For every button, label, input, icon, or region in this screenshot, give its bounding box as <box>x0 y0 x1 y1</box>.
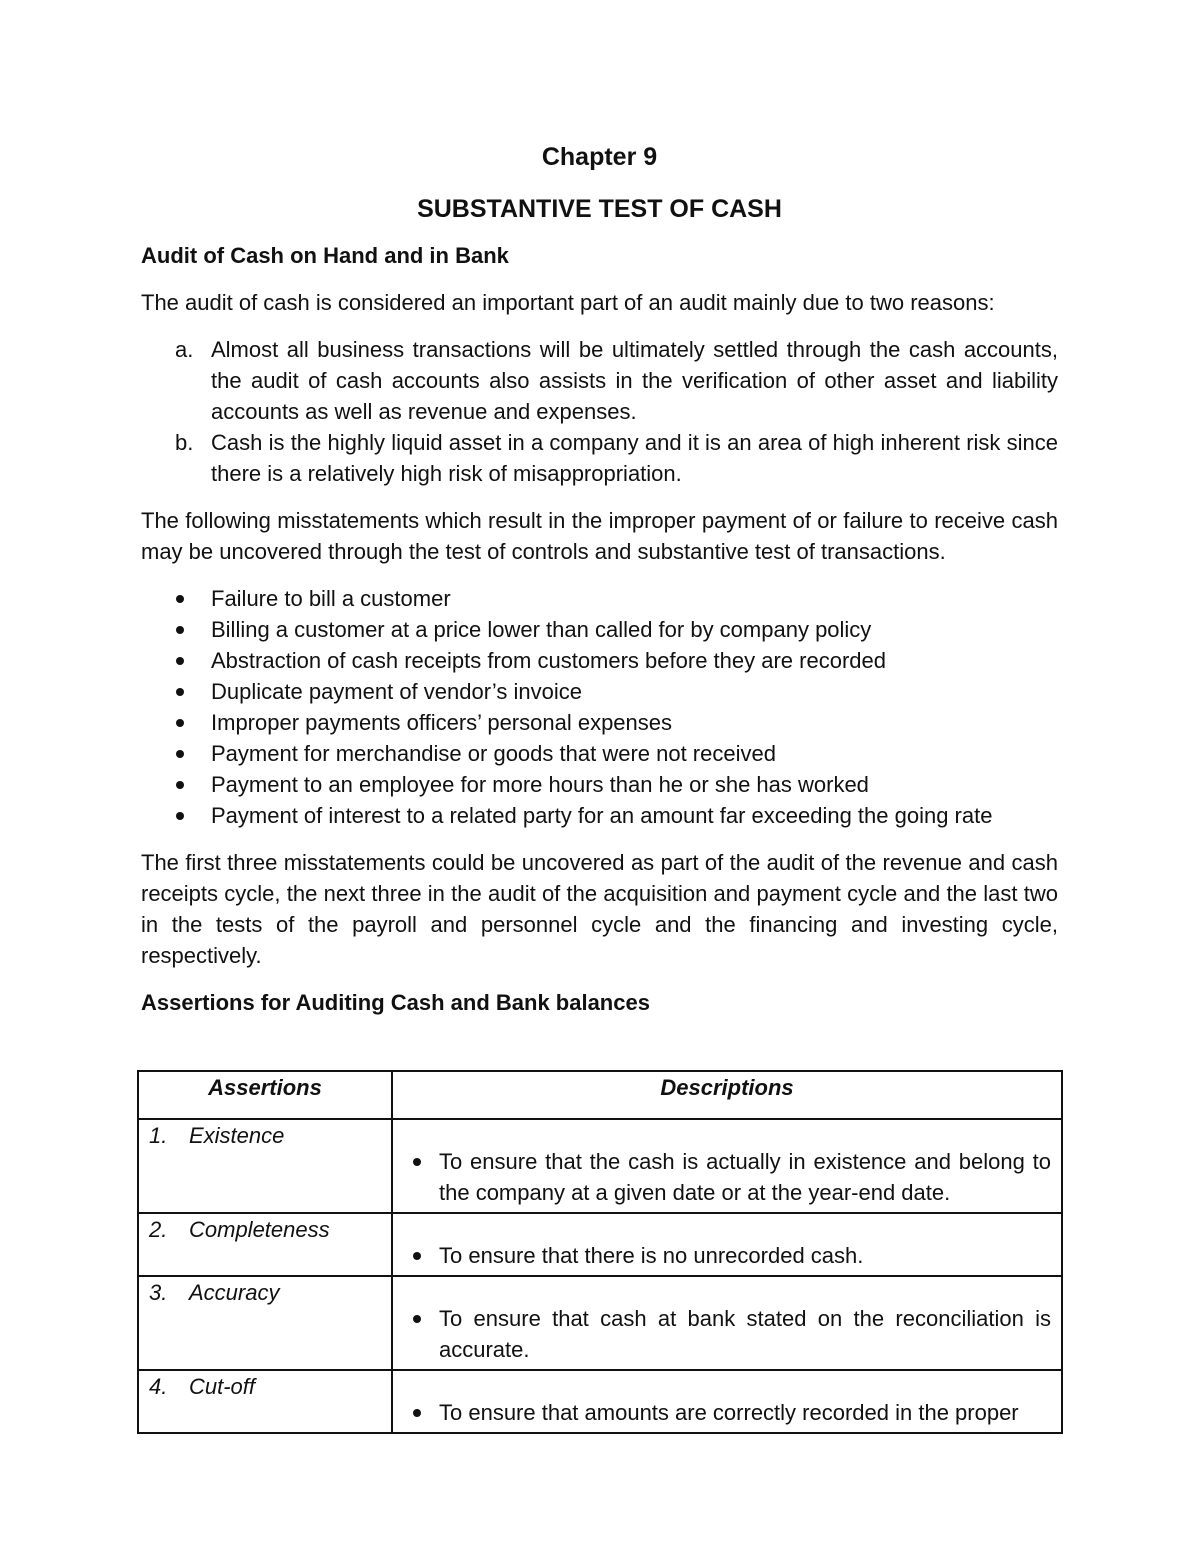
assertion-name: Completeness <box>189 1217 330 1242</box>
list-item-text: Payment for merchandise or goods that were not received <box>211 741 776 766</box>
assertion-number: 3. <box>149 1280 168 1305</box>
section-heading-audit-cash: Audit of Cash on Hand and in Bank <box>141 243 509 268</box>
bullet-icon <box>176 719 184 727</box>
list-item <box>141 676 1058 707</box>
assertions-table <box>137 1070 1063 1434</box>
description-cell <box>392 1276 1062 1370</box>
list-item-text: Improper payments officers’ personal expenses <box>211 710 673 735</box>
assertion-cell <box>138 1370 392 1433</box>
list-item-text: Billing a customer at a price lower than called for by company policy <box>211 617 872 642</box>
assertion-cell <box>138 1276 392 1370</box>
misstatements-paragraph: The following misstatements which result in the improper payment of or failure to receive cash may be uncovered through the test of controls and substantive test of transactions. <box>141 508 1058 564</box>
list-item-text: Duplicate payment of vendor’s invoice <box>211 679 582 704</box>
header-assertions: Assertions <box>138 1071 392 1119</box>
bullet-icon <box>176 812 184 820</box>
reasons-list <box>141 334 1058 489</box>
list-item <box>141 583 1058 614</box>
header-descriptions: Descriptions <box>392 1071 1062 1119</box>
table-row <box>138 1213 1062 1276</box>
assertion-number: 2. <box>149 1217 168 1242</box>
list-item-text: Payment of interest to a related party for an amount far exceeding the going rate <box>211 803 993 828</box>
chapter-label: Chapter 9 <box>541 143 658 171</box>
reason-item <box>141 427 1058 489</box>
description-cell <box>392 1370 1062 1433</box>
bullet-icon <box>413 1315 421 1323</box>
description-cell <box>392 1119 1062 1213</box>
list-item <box>141 800 1058 831</box>
description-text: To ensure that amounts are correctly recorded in the proper <box>439 1400 1019 1425</box>
bullet-icon <box>176 781 184 789</box>
assertion-cell <box>138 1213 392 1276</box>
bullet-icon <box>413 1158 421 1166</box>
intro-paragraph: The audit of cash is considered an important part of an audit mainly due to two reasons: <box>141 290 995 315</box>
bullet-icon <box>176 657 184 665</box>
reason-marker: b. <box>175 430 194 455</box>
assertion-name: Cut-off <box>189 1374 256 1399</box>
bullet-icon <box>176 750 184 758</box>
list-item <box>141 645 1058 676</box>
bullet-icon <box>413 1252 421 1260</box>
table-row <box>138 1370 1062 1433</box>
cycles-paragraph: The first three misstatements could be uncovered as part of the audit of the revenue and cash receipts cycle, the next three in the audit of the acquisition and payment cycle and the last two in the tests of the payroll and personnel cycle and the financing and investing cycle, respectively. <box>141 850 1058 968</box>
description-text: To ensure that there is no unrecorded cash. <box>439 1243 864 1268</box>
description-cell <box>392 1213 1062 1276</box>
list-item <box>141 738 1058 769</box>
reason-text: Almost all business transactions will be ultimately settled through the cash accounts, the audit of cash accounts also assists in the verification of other asset and liability accounts as well as revenue and expenses. <box>211 337 1058 424</box>
list-item <box>141 769 1058 800</box>
assertion-name: Existence <box>189 1123 285 1148</box>
table-header-row <box>138 1071 1062 1119</box>
assertion-number: 1. <box>149 1123 168 1148</box>
assertion-name: Accuracy <box>189 1280 280 1305</box>
list-item-text: Payment to an employee for more hours than he or she has worked <box>211 772 869 797</box>
section-heading-assertions: Assertions for Auditing Cash and Bank balances <box>141 990 650 1015</box>
reason-marker: a. <box>175 337 194 362</box>
table-row <box>138 1119 1062 1213</box>
description-item <box>403 1303 1051 1365</box>
bullet-icon <box>176 595 184 603</box>
description-item <box>403 1397 1051 1428</box>
bullet-icon <box>176 626 184 634</box>
list-item <box>141 614 1058 645</box>
description-item <box>403 1240 1051 1271</box>
list-item-text: Abstraction of cash receipts from customers before they are recorded <box>211 648 886 673</box>
page-title: SUBSTANTIVE TEST OF CASH <box>417 195 782 223</box>
description-item <box>403 1146 1051 1208</box>
bullet-icon <box>413 1409 421 1417</box>
description-text: To ensure that cash at bank stated on the reconciliation is accurate. <box>439 1306 1051 1362</box>
table-row <box>138 1276 1062 1370</box>
reason-item <box>141 334 1058 427</box>
list-item <box>141 707 1058 738</box>
reason-text: Cash is the highly liquid asset in a company and it is an area of high inherent risk since there is a relatively high risk of misappropriation. <box>211 430 1058 486</box>
assertion-number: 4. <box>149 1374 168 1399</box>
misstatements-list <box>141 583 1058 831</box>
description-text: To ensure that the cash is actually in existence and belong to the company at a given date or at the year-end date. <box>439 1149 1051 1205</box>
assertion-cell <box>138 1119 392 1213</box>
list-item-text: Failure to bill a customer <box>211 586 451 611</box>
bullet-icon <box>176 688 184 696</box>
page-content <box>141 140 1058 1018</box>
